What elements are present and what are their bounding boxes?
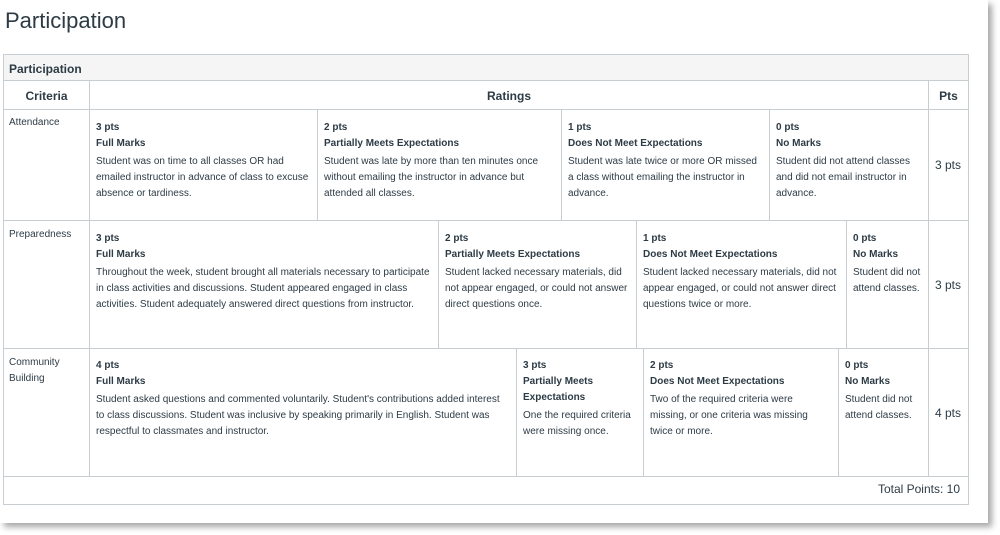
rubric-title: Participation [4,55,968,81]
rating-description: Throughout the week, student brought all materials necessary to participate in class activities and discussions. Student appeared engaged in class activities. Student adequately answered direct questions from instructor. [96,267,430,310]
criterion-points: 4 pts [934,406,961,420]
rating-cell[interactable] [90,120,317,202]
rating-description: Student did not attend classes and did not email instructor in advance. [776,156,910,199]
rating-description: Student did not attend classes. [845,394,913,421]
rating-title: Full Marks [96,249,146,260]
rating-cell[interactable] [644,358,838,440]
rating-title: Full Marks [96,138,146,149]
rating-points: 0 pts [776,122,800,133]
rating-cell[interactable] [839,358,928,424]
rating-title: Partially Meets Expectations [445,249,581,260]
row-divider-1 [4,220,968,221]
criteria-header: Criteria [4,81,89,110]
rating-cell[interactable] [90,358,516,440]
rating-description: Student was on time to all classes OR had emailed instructor in advance of class to excuse absence or tardiness. [96,156,309,199]
criterion-community-building: Community Building [9,357,60,384]
rating-points: 1 pts [643,233,667,244]
pts-header: Pts [929,81,968,110]
rating-title: Does Not Meet Expectations [650,376,785,387]
rating-title: No Marks [853,249,899,260]
rating-points: 3 pts [96,122,120,133]
rating-title: No Marks [776,138,822,149]
rating-description: Two of the required criteria were missing, or one criteria was missing twice or more. [650,394,808,437]
rating-points: 2 pts [445,233,469,244]
rating-points: 3 pts [523,360,547,371]
rating-title: Partially Meets Expectations [324,138,460,149]
rating-description: One the required criteria were missing once. [523,410,631,437]
rating-description: Student asked questions and commented voluntarily. Student's contributions added interest to class discussions. Student was inclusive by speaking primarily in English. Student was respectful to classmates and instructor. [96,394,500,437]
rating-points: 3 pts [96,233,120,244]
rating-cell[interactable] [562,120,769,202]
rating-title: Full Marks [96,376,146,387]
rating-points: 0 pts [845,360,869,371]
rating-title: Does Not Meet Expectations [568,138,703,149]
rating-points: 2 pts [650,360,674,371]
rating-cell[interactable] [637,231,846,313]
rating-cell[interactable] [847,231,928,297]
rating-title: Does Not Meet Expectations [643,249,778,260]
rating-cell[interactable] [770,120,928,202]
rating-points: 2 pts [324,122,348,133]
rating-description: Student did not attend classes. [853,267,921,294]
criterion-points: 3 pts [934,278,961,292]
rating-title: No Marks [845,376,891,387]
ratings-header: Ratings [90,81,928,110]
rubric-table [3,54,969,505]
rating-points: 1 pts [568,122,592,133]
rating-points: 0 pts [853,233,877,244]
rating-title: Partially Meets Expectations [523,376,594,403]
page-title: Participation [5,8,127,33]
rating-description: Student was late twice or more OR missed a class without emailing the instructor in advance. [568,156,757,199]
rating-cell[interactable] [439,231,636,313]
rating-cell[interactable] [318,120,561,202]
criterion-preparedness: Preparedness [9,229,72,240]
criterion-points: 3 pts [934,158,961,172]
rating-description: Student lacked necessary materials, did not appear engaged, or could not answer direct questions twice or more. [643,267,837,310]
rating-description: Student was late by more than ten minutes once without emailing the instructor in advance but attended all classes. [324,156,539,199]
rating-cell[interactable] [90,231,438,313]
row-divider-2 [4,348,968,349]
total-points: Total Points: 10 [877,482,960,496]
rating-points: 4 pts [96,360,120,371]
rating-cell[interactable] [517,358,643,440]
row-divider-3 [4,476,968,477]
rating-description: Student lacked necessary materials, did not appear engaged, or could not answer direct questions once. [445,267,628,310]
criterion-attendance: Attendance [9,117,60,128]
